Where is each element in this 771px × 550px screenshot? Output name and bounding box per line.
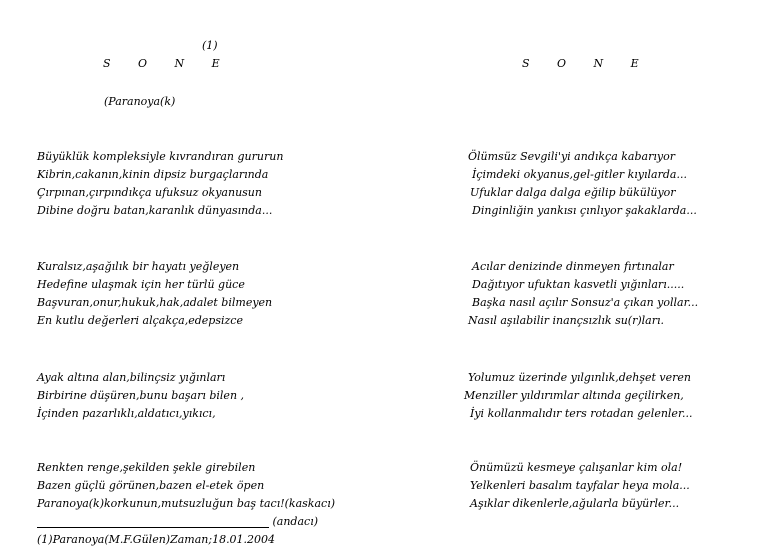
poem-line: Dibine doğru batan,karanlık dünyasında... (37, 204, 273, 217)
signature-row (37, 515, 318, 528)
left-stanza-4 (37, 459, 335, 513)
poem-line: Önümüzü kesmeye çalışanlar kim ola! (470, 461, 683, 474)
poem-line: Renkten renge,şekilden şekle girebilen (37, 461, 256, 474)
signature-label: (andacı) (272, 515, 319, 528)
poem-line: Dinginliğin yankısı çınlıyor şakaklarda... (472, 204, 697, 217)
poem-line: İçimdeki okyanus,gel-gitler kıyılarda... (472, 168, 687, 181)
poem-line: Hedefine ulaşmak için her türlü güce (37, 278, 245, 291)
left-stanza-2 (37, 258, 272, 330)
poem-line: Ayak altına alan,bilinçsiz yığınları (37, 371, 226, 384)
right-stanza-1 (468, 148, 697, 220)
footnote: (1)Paranoya(M.F.Gülen)Zaman;18.01.2004 (37, 533, 276, 546)
poem-line: Çırpınan,çırpındıkça ufuksuz okyanusun (37, 186, 262, 199)
poem-line: Başka nasıl açılır Sonsuz'a çıkan yollar... (472, 296, 699, 309)
poem-line: Nasıl aşılabilir inançsızlık su(r)ları. (468, 314, 664, 327)
poem-line: Kuralsız,aşağılık bir hayatı yeğleyen (37, 260, 240, 273)
right-stanza-3 (464, 369, 693, 423)
signature-line (37, 515, 269, 528)
left-stanza-1 (37, 148, 283, 220)
poem-line: Ölümsüz Sevgili'yi andıkça kabarıyor (468, 150, 675, 163)
poem-line: Yelkenleri basalım tayfalar heya mola... (470, 479, 690, 492)
right-stanza-2 (468, 258, 698, 330)
poem-line: Başvuran,onur,hukuk,hak,adalet bilmeyen (37, 296, 273, 309)
poem-line: Kibrin,cakanın,kinin dipsiz burgaçlarında (37, 168, 269, 181)
left-stanza-3 (37, 369, 244, 423)
footnote-marker: (1) (202, 39, 218, 52)
poem-line: Acılar denizinde dinmeyen fırtınalar (472, 260, 674, 273)
poem-line: Büyüklük kompleksiyle kıvrandıran gururun (37, 150, 284, 163)
left-poem-title: S O N E (103, 57, 232, 70)
poem-line: Bazen güçlü görünen,bazen el-etek öpen (37, 479, 265, 492)
poem-line: İyi kollanmalıdır ters rotadan gelenler... (470, 407, 693, 420)
poem-line: Menziller yıldırımlar altında geçilirken, (464, 389, 684, 402)
poem-line: Dağıtıyor ufuktan kasvetli yığınları..... (472, 278, 685, 291)
poem-line: Aşıklar dikenlerle,ağularla büyürler... (470, 497, 680, 510)
poem-line: Paranoya(k)korkunun,mutsuzluğun baş tacı!(kaskacı) (37, 497, 335, 510)
right-stanza-4 (468, 459, 690, 513)
poem-line: En kutlu değerleri alçakça,edepsizce (37, 314, 243, 327)
left-poem-subtitle: (Paranoya(k) (104, 95, 176, 108)
poem-line: İçinden pazarlıklı,aldatıcı,yıkıcı, (37, 407, 216, 420)
poem-line: Ufuklar dalga dalga eğilip bükülüyor (470, 186, 676, 199)
poem-line: Birbirine düşüren,bunu başarı bilen , (37, 389, 245, 402)
right-poem-title: S O N E (522, 57, 651, 70)
poem-line: Yolumuz üzerinde yılgınlık,dehşet veren (468, 371, 692, 384)
